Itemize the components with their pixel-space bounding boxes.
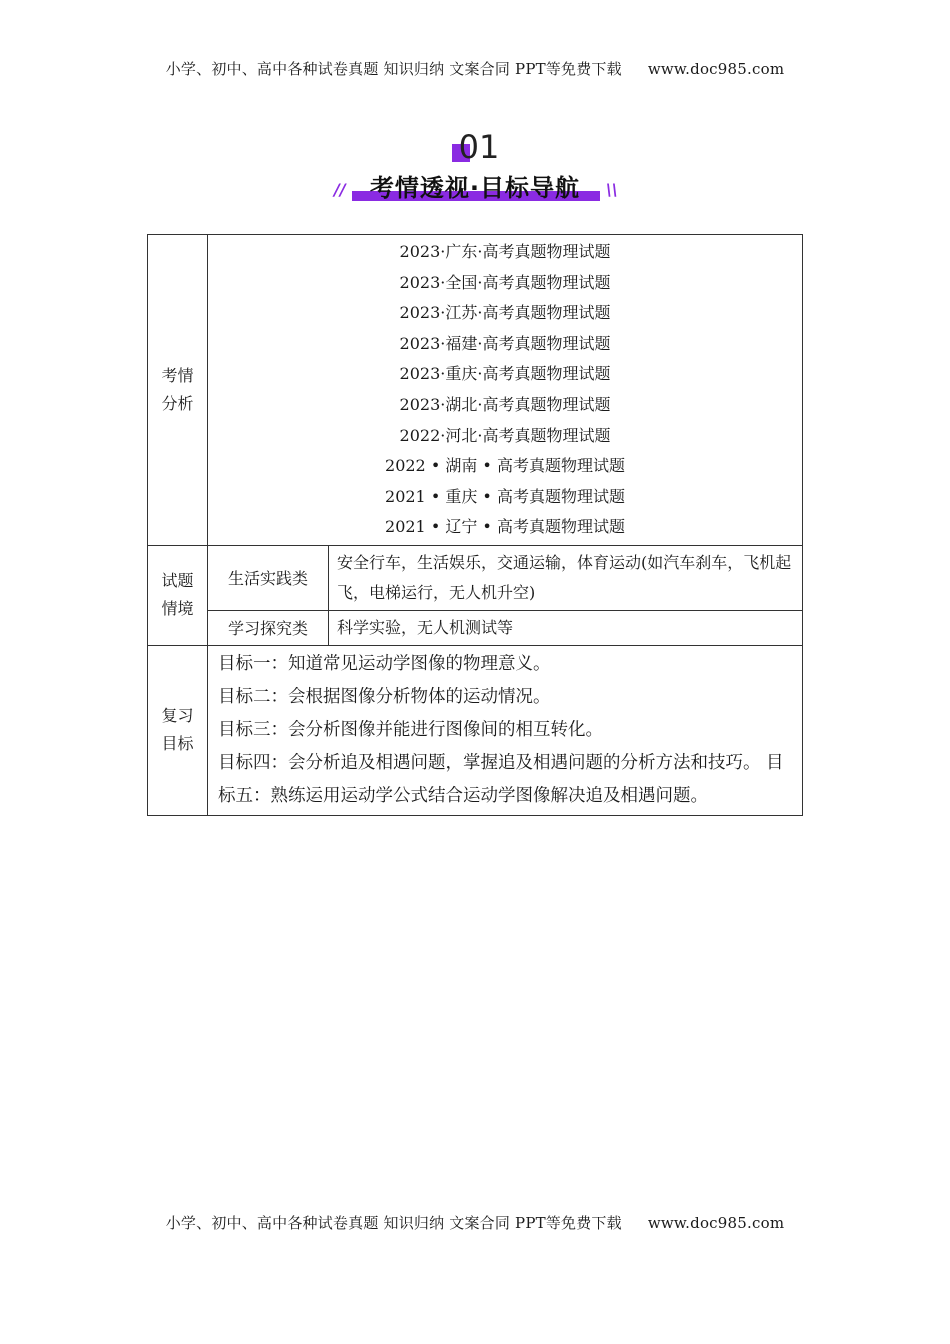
list-item: 2023·江苏·高考真题物理试题 [399,303,611,323]
context-label: 试题 情境 [148,545,208,645]
goal-item: 目标一：知道常见运动学图像的物理意义。 [218,653,551,674]
section-title: 考情透视·目标导航 [369,174,581,202]
list-item: 2023·湖北·高考真题物理试题 [399,394,611,414]
header-banner [0,58,950,79]
analysis-list [208,235,803,546]
slash-decoration-right: \\ [606,180,618,199]
list-item: 2022 • 湖南 • 高考真题物理试题 [385,456,625,476]
list-item: 2021 • 重庆 • 高考真题物理试题 [385,486,625,506]
list-item: 2023·全国·高考真题物理试题 [399,272,611,292]
context-detail: 科学实验，无人机测试等 [329,610,803,645]
header-url[interactable]: www.doc985.com [647,60,785,78]
context-category: 学习探究类 [208,610,329,645]
analysis-label: 考情 分析 [148,235,208,546]
overview-table [147,234,803,816]
footer-url[interactable]: www.doc985.com [647,1214,785,1232]
analysis-row [148,235,803,546]
context-row-1 [148,545,803,610]
goals-list [208,645,803,815]
goals-row [148,645,803,815]
list-item: 2023·广东·高考真题物理试题 [399,242,611,261]
list-item: 2022·河北·高考真题物理试题 [399,425,611,445]
goal-item: 目标二：会根据图像分析物体的运动情况。 [218,686,551,707]
goal-item: 目标三：会分析图像并能进行图像间的相互转化。 [218,719,603,740]
list-item: 2023·重庆·高考真题物理试题 [399,364,611,384]
footer-text: 小学、初中、高中各种试卷真题 知识归纳 文案合同 PPT等免费下载 [165,1214,622,1232]
goals-label: 复习 目标 [148,645,208,815]
context-category: 生活实践类 [208,545,329,610]
goal-item: 目标四：会分析追及相遇问题，掌握追及相遇问题的分析方法和技巧。 目标五：熟练运用运动学公式结合运动学图像解决追及相遇问题。 [218,752,784,806]
slash-decoration-left: // [334,180,346,199]
section-number: 01 [458,128,500,166]
list-item: 2023·福建·高考真题物理试题 [399,333,611,353]
footer-banner [0,1212,950,1233]
header-text: 小学、初中、高中各种试卷真题 知识归纳 文案合同 PPT等免费下载 [165,60,622,78]
list-item: 2021 • 辽宁 • 高考真题物理试题 [385,517,625,537]
context-row-2 [148,610,803,645]
section-heading [330,128,620,208]
context-detail: 安全行车，生活娱乐，交通运输，体育运动(如汽车刹车，飞机起飞，电梯运行，无人机升空) [329,545,803,610]
